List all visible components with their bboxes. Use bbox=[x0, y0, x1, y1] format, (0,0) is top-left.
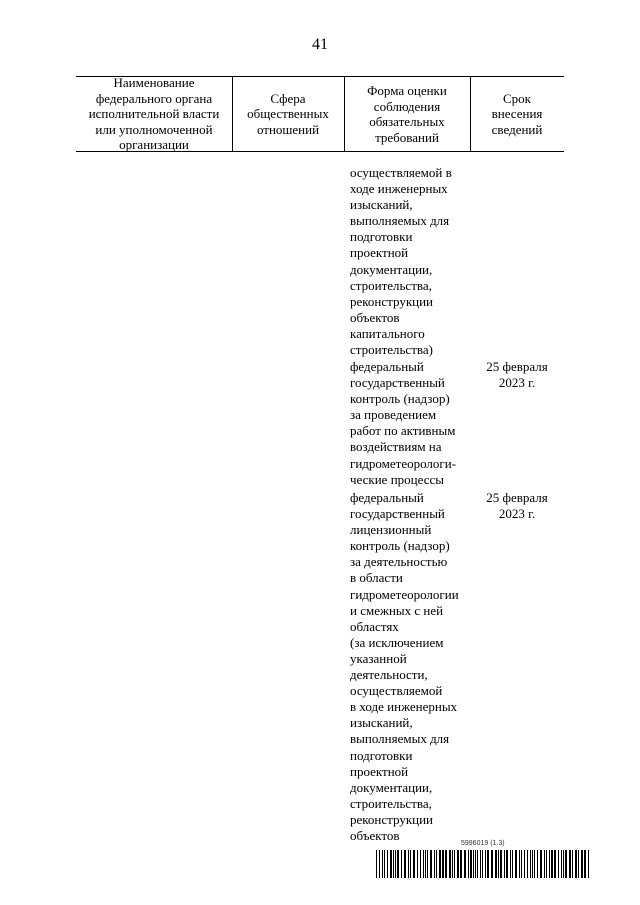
header-line: отношений bbox=[256, 121, 320, 137]
page-number: 41 bbox=[312, 36, 328, 53]
barcode-bar bbox=[404, 850, 406, 878]
entry-line: гидрометеорологи- bbox=[350, 455, 457, 471]
barcode-bar bbox=[521, 850, 522, 878]
barcode-label: 5996019 (1.3) bbox=[461, 840, 505, 847]
barcode-bar bbox=[417, 850, 418, 878]
entry-line: строительства, bbox=[350, 277, 432, 293]
barcode-bar bbox=[584, 850, 586, 878]
barcode-bar bbox=[549, 850, 550, 878]
barcode-bar bbox=[530, 850, 531, 878]
barcode-bar bbox=[540, 850, 542, 878]
barcode-bar bbox=[581, 850, 583, 878]
entry-line: государственный bbox=[350, 375, 445, 391]
deadline-line: 25 февраля bbox=[486, 359, 548, 374]
entry-line: воздействиям на bbox=[350, 439, 442, 455]
barcode-bar bbox=[430, 850, 432, 878]
barcode-bar bbox=[387, 850, 388, 878]
barcode-bar bbox=[384, 850, 385, 878]
entry-line: подготовки bbox=[350, 747, 413, 763]
entry-line: документации, bbox=[350, 779, 433, 795]
barcode-bar bbox=[588, 850, 589, 878]
entry-line: выполняемых для bbox=[350, 731, 450, 747]
header-line: или уполномоченной bbox=[95, 121, 213, 137]
barcode-bar bbox=[532, 850, 533, 878]
header-assessment-form bbox=[344, 77, 470, 151]
entry-line: указанной bbox=[350, 650, 407, 666]
entry-line: изысканий, bbox=[350, 715, 413, 731]
barcode-bar bbox=[495, 850, 497, 878]
assessment-form-entry bbox=[350, 490, 462, 844]
barcode-bar bbox=[454, 850, 455, 878]
barcode-bar bbox=[395, 850, 396, 878]
entry-line: государственный bbox=[350, 506, 445, 522]
barcode-bar bbox=[563, 850, 564, 878]
barcode-bar bbox=[498, 850, 499, 878]
header-line: внесения bbox=[491, 106, 543, 122]
deadline-line: 25 февраля bbox=[486, 490, 548, 505]
entry-line: и смежных с ней bbox=[350, 602, 444, 618]
header-line: требований bbox=[375, 129, 439, 145]
barcode-bar bbox=[473, 850, 474, 878]
entry-line: работ по активным bbox=[350, 423, 456, 439]
barcode-bar bbox=[376, 850, 377, 878]
barcode-bar bbox=[379, 850, 380, 878]
barcode-bar bbox=[452, 850, 453, 878]
barcode-bar bbox=[524, 850, 525, 878]
entry-line: лицензионный bbox=[350, 522, 432, 538]
entry-line: ческие процессы bbox=[350, 471, 444, 487]
barcode-bar bbox=[413, 850, 415, 878]
entry-line: проектной bbox=[350, 245, 409, 261]
barcode-bar bbox=[439, 850, 441, 878]
entry-line: выполняемых для bbox=[350, 213, 450, 229]
header-line: организации bbox=[119, 137, 189, 153]
barcode-bar bbox=[436, 850, 437, 878]
entry-line: осуществляемой в bbox=[350, 165, 452, 180]
entry-line: в ходе инженерных bbox=[350, 699, 458, 715]
entry-line: контроль (надзор) bbox=[350, 538, 450, 554]
barcode-bar bbox=[397, 850, 399, 878]
entry-line: капитального bbox=[350, 325, 425, 341]
deadline-line: 2023 г. bbox=[498, 375, 536, 391]
header-line: исполнительной власти bbox=[88, 106, 220, 122]
header-line: Наименование bbox=[113, 75, 195, 91]
assessment-form-entry bbox=[350, 359, 462, 488]
entry-line: объектов bbox=[350, 827, 400, 843]
barcode-bar bbox=[485, 850, 486, 878]
entry-line: (за исключением bbox=[350, 634, 444, 650]
header-line: Срок bbox=[503, 90, 531, 106]
barcode-image bbox=[376, 850, 590, 878]
header-federal-body bbox=[76, 77, 232, 151]
barcode-bar bbox=[561, 850, 562, 878]
entry-line: документации, bbox=[350, 261, 433, 277]
entry-line: за деятельностью bbox=[350, 554, 448, 570]
barcode-bar bbox=[477, 850, 478, 878]
barcode-bar bbox=[527, 850, 528, 878]
barcode-bar bbox=[512, 850, 513, 878]
barcode-bar bbox=[401, 850, 402, 878]
entry-line: в области bbox=[350, 570, 403, 586]
barcode-bar bbox=[504, 850, 505, 878]
entry-line: ходе инженерных bbox=[350, 181, 448, 197]
barcode-bar bbox=[434, 850, 435, 878]
barcode-bar bbox=[449, 850, 451, 878]
barcode-bar bbox=[427, 850, 428, 878]
entry-line: контроль (надзор) bbox=[350, 391, 450, 407]
entry-line: реконструкции bbox=[350, 293, 434, 309]
header-line: Сфера bbox=[270, 90, 306, 106]
barcode-bar bbox=[468, 850, 469, 878]
entry-line: изысканий, bbox=[350, 197, 413, 213]
barcode-bar bbox=[457, 850, 459, 878]
barcode-bar bbox=[390, 850, 392, 878]
barcode-bar bbox=[408, 850, 409, 878]
barcode-bar bbox=[544, 850, 545, 878]
entry-line: объектов bbox=[350, 309, 400, 325]
barcode-bar bbox=[393, 850, 394, 878]
entry-line: федеральный bbox=[350, 490, 424, 505]
deadline-line: 2023 г. bbox=[498, 506, 536, 522]
barcode-bar bbox=[551, 850, 553, 878]
barcode-bar bbox=[423, 850, 424, 878]
barcode-bar bbox=[480, 850, 481, 878]
entry-line: федеральный bbox=[350, 359, 424, 374]
barcode-bar bbox=[546, 850, 547, 878]
barcode-bar bbox=[460, 850, 462, 878]
entry-line: реконструкции bbox=[350, 811, 434, 827]
barcode-bar bbox=[519, 850, 520, 878]
barcode-bar bbox=[491, 850, 493, 878]
entry-line: осуществляемой bbox=[350, 683, 443, 699]
header-line: общественных bbox=[247, 106, 329, 122]
barcode-bar bbox=[575, 850, 577, 878]
barcode-bar bbox=[482, 850, 483, 878]
entry-line: подготовки bbox=[350, 229, 413, 245]
entry-line: деятельности, bbox=[350, 667, 428, 683]
entry-line: проектной bbox=[350, 763, 409, 779]
barcode-bar bbox=[558, 850, 559, 878]
barcode-bar bbox=[464, 850, 466, 878]
barcode-bar bbox=[470, 850, 472, 878]
entry-line: гидрометеорологии bbox=[350, 586, 459, 602]
header-sphere bbox=[232, 77, 344, 151]
assessment-form-entry bbox=[350, 165, 462, 358]
entry-line: строительства) bbox=[350, 342, 433, 358]
barcode-bar bbox=[569, 850, 571, 878]
barcode-bar bbox=[534, 850, 535, 878]
barcode-bar bbox=[420, 850, 421, 878]
header-line: сведений bbox=[491, 121, 543, 137]
barcode-bar bbox=[382, 850, 383, 878]
barcode-bar bbox=[578, 850, 579, 878]
table-header bbox=[76, 76, 564, 152]
entry-line: за проведением bbox=[350, 407, 437, 423]
barcode-bar bbox=[442, 850, 444, 878]
barcode-bar bbox=[572, 850, 573, 878]
barcode-bar bbox=[445, 850, 447, 878]
header-deadline bbox=[470, 77, 564, 151]
barcode-bar bbox=[506, 850, 508, 878]
header-line: федерального органа bbox=[95, 90, 213, 106]
barcode-bar bbox=[510, 850, 511, 878]
barcode-bar bbox=[500, 850, 502, 878]
entry-line: областях bbox=[350, 618, 399, 634]
deadline-entry bbox=[470, 359, 564, 391]
barcode-bar bbox=[515, 850, 517, 878]
barcode-bar bbox=[410, 850, 411, 878]
barcode-bar bbox=[425, 850, 426, 878]
barcode-bar bbox=[487, 850, 489, 878]
barcode-bar bbox=[537, 850, 538, 878]
header-line: Форма оценки bbox=[367, 83, 447, 98]
header-line: обязательных bbox=[369, 114, 445, 129]
barcode-bar bbox=[475, 850, 476, 878]
barcode-bar bbox=[554, 850, 556, 878]
entry-line: строительства, bbox=[350, 795, 432, 811]
deadline-entry bbox=[470, 490, 564, 522]
barcode-bar bbox=[565, 850, 567, 878]
header-line: соблюдения bbox=[373, 98, 441, 114]
